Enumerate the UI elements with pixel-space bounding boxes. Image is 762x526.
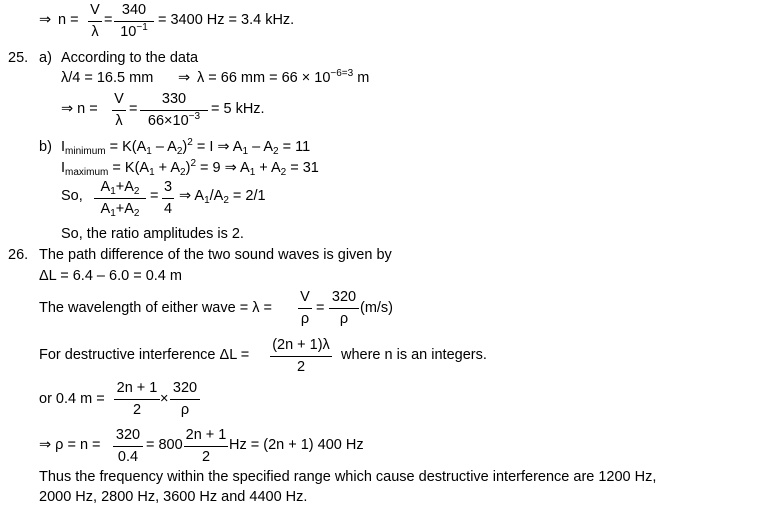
text: A [100, 200, 111, 217]
destructive-text: For destructive interference ΔL = [39, 347, 250, 363]
equation-rhs: = 3400 Hz = 3.4 kHz. [158, 12, 295, 28]
equals-sign: = [104, 12, 113, 28]
subscript: 2 [273, 146, 279, 157]
fraction-v-lambda [88, 3, 102, 39]
text: + A [259, 160, 281, 176]
question-number: 25. [8, 50, 29, 66]
fraction-bar [114, 399, 160, 400]
symbol: I [61, 160, 66, 176]
subscript: 1 [146, 146, 152, 157]
numerator: 330 [161, 91, 187, 107]
wavelength-value [197, 68, 370, 86]
base: 66×10 [147, 112, 189, 129]
final-line-1: Thus the frequency within the specified range which cause destructive interference are 1200 Hz, [39, 469, 657, 485]
wavelength-quarter: λ/4 = 16.5 mm [61, 70, 154, 86]
final-line-2: 2000 Hz, 2800 Hz, 3600 Hz and 4400 Hz. [39, 489, 308, 505]
times-sign: × [160, 391, 169, 407]
numerator: V [300, 289, 310, 305]
implies-arrow: ⇒ [178, 70, 191, 86]
numerator [101, 180, 140, 195]
subscript: 1 [149, 167, 155, 178]
destructive-tail: where n is an integers. [341, 347, 487, 363]
intro-text: The path difference of the two sound waves is given by [39, 247, 392, 263]
denominator: 2 [201, 448, 211, 465]
fraction-3-4 [162, 180, 174, 216]
fraction-bar [94, 198, 146, 199]
numerator: 320 [172, 380, 198, 396]
conclusion-text: So, the ratio amplitudes is 2. [61, 226, 244, 242]
text: A [100, 179, 111, 195]
subscript: 1 [110, 207, 116, 219]
denominator [147, 110, 201, 129]
fraction-320-rho [170, 381, 200, 417]
subscript: 2 [223, 195, 229, 206]
exponent: 2 [187, 137, 193, 148]
fraction-bar [298, 308, 312, 309]
subscript: maximum [65, 167, 109, 178]
numerator: 320 [115, 427, 141, 443]
text: ) [185, 160, 191, 176]
denominator: 0.4 [117, 448, 139, 465]
ratio-result [179, 189, 266, 204]
frequency-lhs: ⇒ n = [61, 101, 98, 117]
i-minimum-equation [61, 137, 311, 157]
denominator: 2 [296, 358, 306, 375]
fraction-bar [170, 399, 200, 400]
fraction-amplitude-ratio [94, 179, 146, 219]
denominator: λ [115, 112, 123, 129]
numerator: V [114, 91, 124, 107]
exponent: −3 [188, 110, 201, 122]
numerator: (2n + 1)λ [272, 337, 330, 353]
subscript: 2 [176, 146, 183, 157]
base: 10 [120, 23, 137, 40]
numerator: 340 [121, 2, 147, 18]
numerator: 320 [331, 289, 357, 305]
text: = 31 [290, 160, 319, 176]
symbol: I [61, 139, 66, 155]
denominator: 2 [132, 401, 142, 418]
unit-text: (m/s) [360, 300, 394, 316]
equation-lhs: n = [58, 12, 79, 28]
denominator: 4 [163, 200, 173, 217]
path-difference: ΔL = 6.4 – 6.0 = 0.4 m [39, 268, 182, 284]
part-b-label: b) [39, 139, 52, 155]
fraction-v-rho [298, 290, 312, 326]
fraction-bar [184, 446, 228, 447]
fraction-2n-plus-1-over-2 [184, 428, 228, 464]
text: /A [209, 188, 224, 204]
fraction-bar [162, 198, 174, 199]
text: +A [115, 179, 134, 195]
numerator: V [90, 2, 100, 18]
subscript: 1 [110, 186, 116, 197]
fraction-v-lambda [112, 92, 126, 128]
frequency-rhs: = 5 kHz. [211, 101, 265, 117]
text: – A [252, 139, 274, 155]
equals-sign: = [150, 188, 159, 204]
denominator [120, 21, 148, 40]
text: = K(A [109, 139, 147, 155]
or-text: or 0.4 m = [39, 391, 105, 407]
equals-sign: = [129, 101, 138, 117]
subscript: 1 [249, 167, 256, 178]
fraction-2n-plus-1-lambda [270, 338, 332, 374]
subscript: 1 [242, 146, 249, 157]
text: ) [182, 139, 188, 155]
subscript: 1 [204, 195, 210, 206]
rho-mid: = 800 [146, 437, 183, 453]
text: + A [158, 160, 181, 176]
denominator: λ [91, 23, 99, 40]
fraction-330-over-66e-3 [140, 92, 208, 128]
numerator: 2n + 1 [185, 427, 227, 443]
text: = 11 [282, 139, 311, 155]
numerator: 3 [163, 179, 173, 195]
fraction-bar [113, 446, 143, 447]
fraction-bar [112, 110, 126, 111]
text: = 9 ⇒ A [200, 160, 250, 176]
fraction-340-over-ten [114, 3, 154, 39]
fraction-320-over-0.4 [113, 428, 143, 464]
i-maximum-equation [61, 158, 319, 178]
exponent: −6=3 [330, 68, 354, 79]
subscript: minimum [65, 146, 106, 157]
subscript: 2 [133, 207, 140, 219]
denominator: ρ [339, 310, 349, 327]
equals-sign: = [316, 300, 325, 316]
subscript: 2 [280, 167, 287, 178]
text: = K(A [112, 160, 150, 176]
exponent: −1 [136, 21, 148, 33]
part-a-label: a) [39, 50, 52, 66]
fraction-bar [270, 356, 332, 357]
part-a-text: According to the data [61, 50, 199, 66]
fraction-bar [329, 308, 359, 309]
subscript: 2 [180, 167, 186, 178]
text: = I ⇒ A [196, 139, 243, 155]
rho-tail: Hz = (2n + 1) 400 Hz [229, 437, 364, 453]
fraction-bar [88, 21, 102, 22]
implies-arrow: ⇒ [39, 12, 52, 28]
question-number: 26. [8, 247, 29, 263]
unit: m [357, 70, 370, 86]
denominator: ρ [300, 310, 310, 327]
subscript: 2 [133, 186, 140, 197]
wavelength-text: λ = 66 mm = 66 × 10 [197, 70, 331, 86]
fraction-bar [114, 21, 154, 22]
numerator: 2n + 1 [116, 380, 158, 396]
text: ⇒ A [179, 188, 205, 204]
so-label: So, [61, 188, 83, 204]
text: = 2/1 [232, 188, 266, 204]
wavelength-text: The wavelength of either wave = λ = [39, 300, 272, 316]
fraction-320-rho [329, 290, 359, 326]
fraction-2n-plus-1-over-2 [114, 381, 160, 417]
denominator: ρ [180, 401, 190, 418]
text: – A [155, 139, 177, 155]
rho-lhs: ⇒ ρ = n = [39, 437, 101, 453]
denominator [101, 202, 140, 217]
text: +A [115, 200, 134, 217]
exponent: 2 [190, 158, 197, 169]
